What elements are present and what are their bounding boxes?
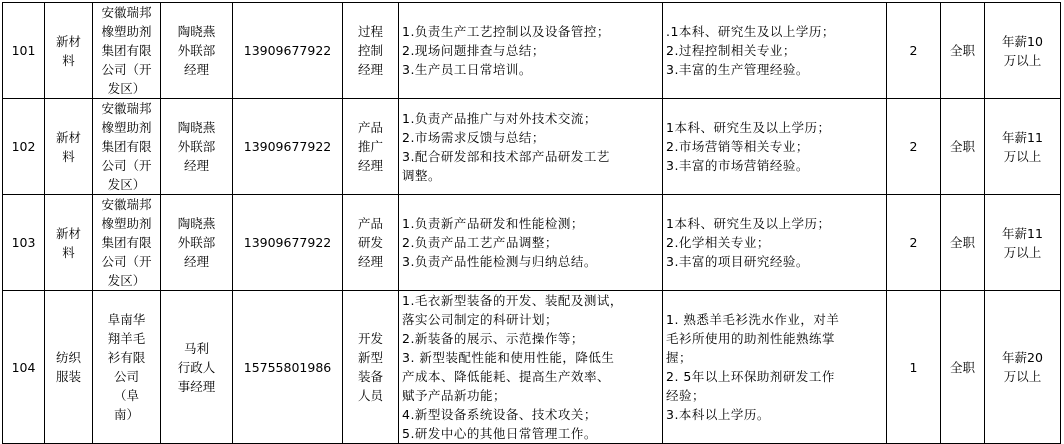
position-cell	[343, 291, 399, 444]
contact-line: 外联部	[177, 139, 216, 154]
company-line: 橡塑助剂	[101, 120, 152, 135]
salary-line: 年薪10	[1002, 33, 1043, 49]
salary-cell	[985, 3, 1061, 99]
headcount: 2	[909, 235, 918, 250]
company-line: 安徽瑞邦	[101, 197, 152, 212]
requirements-cell	[663, 3, 887, 99]
requirement-line: 1本科、研究生及以上学历；	[666, 216, 831, 231]
duty-line: 调整。	[402, 167, 442, 183]
company-line: 橡塑助剂	[101, 216, 152, 231]
duties-cell	[399, 3, 663, 99]
category-cell	[45, 291, 93, 444]
headcount: 2	[909, 139, 918, 154]
position-line: 产品	[357, 216, 383, 231]
contact-cell	[161, 195, 233, 291]
duty-line: 3.负责产品性能检测与归纳总结。	[402, 254, 597, 269]
contact-cell	[161, 291, 233, 444]
requirement-line: 经验；	[666, 388, 706, 403]
contact-line: 马利	[183, 340, 209, 356]
contact-line: 外联部	[177, 235, 216, 250]
category-line: 料	[62, 52, 75, 68]
position-line: 产品	[357, 120, 383, 135]
position-line: 过程	[357, 24, 383, 39]
salary-line: 年薪11	[1002, 129, 1043, 145]
duty-line: 1.负责产品推广与对外技术交流；	[402, 110, 597, 126]
phone-number: 13909677922	[243, 43, 332, 58]
contact-line: 陶晓燕	[177, 24, 216, 39]
headcount-cell	[887, 195, 941, 291]
company-line: （阜	[113, 388, 139, 403]
duty-line: 产成本、降低能耗、提高生产效率、	[402, 369, 611, 384]
contact-line: 陶晓燕	[177, 120, 216, 135]
position-line: 开发	[357, 331, 383, 346]
employment-type-cell	[941, 3, 985, 99]
position-line: 新型	[357, 350, 383, 365]
requirement-line: 3.丰富的生产管理经验。	[666, 62, 809, 77]
requirement-line: 3.丰富的项目研究经验。	[666, 254, 809, 269]
duty-line: 2.负责产品工艺产品调整；	[402, 235, 558, 250]
duty-line: 1.负责生产工艺控制以及设备管控；	[402, 24, 610, 39]
duty-line: 5.研发中心的其他日常管理工作。	[402, 426, 597, 441]
row-number-cell	[3, 291, 45, 444]
company-line: 公司	[113, 369, 139, 384]
category-line: 新材	[55, 225, 81, 241]
position-cell	[343, 3, 399, 99]
duty-line: 3. 新型装配性能和使用性能，降低生	[402, 350, 615, 365]
position-cell	[343, 99, 399, 195]
salary-line: 万以上	[1003, 52, 1042, 68]
employment-type-cell	[941, 99, 985, 195]
requirement-line: 2.过程控制相关专业；	[666, 43, 796, 58]
requirements-cell	[663, 99, 887, 195]
company-line: 公司（开	[101, 62, 152, 77]
duty-line: 2.新装备的展示、示范操作等；	[402, 331, 584, 346]
company-line: 集团有限	[101, 235, 152, 250]
salary-cell	[985, 99, 1061, 195]
employment-type: 全职	[949, 139, 975, 154]
company-line: 发区）	[107, 177, 146, 192]
position-line: 装备	[357, 369, 383, 384]
row-number: 101	[11, 43, 36, 58]
company-line: 发区）	[107, 81, 146, 96]
company-line: 公司（开	[101, 158, 152, 173]
company-line: 衫有限	[107, 350, 146, 365]
company-cell	[93, 291, 161, 444]
phone-number: 15755801986	[243, 359, 332, 375]
salary-line: 年薪20	[1002, 350, 1043, 365]
position-line: 人员	[357, 388, 383, 403]
contact-line: 事经理	[177, 378, 216, 394]
salary-cell	[985, 195, 1061, 291]
position-line: 控制	[357, 43, 383, 58]
company-cell	[93, 3, 161, 99]
table-row	[3, 291, 1061, 444]
category-line: 服装	[55, 369, 81, 384]
requirement-line: 2.化学相关专业；	[666, 235, 770, 250]
duties-cell	[399, 195, 663, 291]
company-line: 发区）	[107, 273, 146, 288]
row-number-cell	[3, 99, 45, 195]
position-cell	[343, 195, 399, 291]
contact-line: 行政人	[177, 359, 216, 375]
table-row	[3, 99, 1061, 195]
requirements-cell	[663, 195, 887, 291]
duty-line: 1.负责新产品研发和性能检测；	[402, 216, 584, 231]
employment-type: 全职	[949, 359, 975, 375]
position-line: 经理	[357, 62, 383, 77]
company-cell	[93, 99, 161, 195]
duty-line: 1.毛衣新型装备的开发、装配及测试，	[402, 293, 623, 308]
position-line: 经理	[357, 158, 383, 173]
headcount-cell	[887, 3, 941, 99]
row-number-cell	[3, 3, 45, 99]
contact-line: 陶晓燕	[177, 216, 216, 231]
phone-number: 13909677922	[243, 139, 332, 154]
category-line: 料	[62, 148, 75, 164]
requirement-line: .1本科、研究生及以上学历；	[666, 24, 835, 39]
position-line: 经理	[357, 254, 383, 269]
employment-type-cell	[941, 195, 985, 291]
employment-type-cell	[941, 291, 985, 444]
employment-type: 全职	[949, 43, 975, 58]
requirements-cell	[663, 291, 887, 444]
position-line: 研发	[357, 235, 383, 250]
requirement-line: 2.市场营销等相关专业；	[666, 139, 809, 154]
requirement-line: 1本科、研究生及以上学历；	[666, 120, 831, 135]
headcount: 2	[909, 43, 918, 58]
duty-line: 3.配合研发部和技术部产品研发工艺	[402, 148, 610, 164]
company-line: 公司（开	[101, 254, 152, 269]
table-row	[3, 195, 1061, 291]
requirement-line: 3.丰富的市场营销经验。	[666, 158, 809, 173]
contact-line: 经理	[183, 254, 209, 269]
contact-cell	[161, 3, 233, 99]
phone-cell	[233, 291, 343, 444]
duty-line: 落实公司制定的科研计划；	[402, 312, 559, 327]
contact-line: 经理	[183, 62, 209, 77]
headcount-cell	[887, 99, 941, 195]
headcount: 1	[909, 359, 918, 375]
requirement-line: 1. 熟悉羊毛衫洗水作业，对羊	[666, 312, 840, 327]
salary-line: 万以上	[1003, 148, 1042, 164]
category-cell	[45, 3, 93, 99]
contact-cell	[161, 99, 233, 195]
duty-line: 3.生产员工日常培训。	[402, 62, 532, 77]
category-cell	[45, 195, 93, 291]
duty-line: 赋予产品新功能；	[402, 388, 507, 403]
category-line: 纺织	[55, 350, 81, 365]
duties-cell	[399, 99, 663, 195]
duty-line: 2.现场问题排查与总结；	[402, 43, 545, 58]
salary-line: 万以上	[1003, 369, 1042, 384]
duty-line: 2.市场需求反馈与总结；	[402, 129, 545, 145]
row-number-cell	[3, 195, 45, 291]
contact-line: 外联部	[177, 43, 216, 58]
company-line: 集团有限	[101, 139, 152, 154]
employment-type: 全职	[949, 235, 975, 250]
job-table	[2, 2, 1061, 444]
company-line: 橡塑助剂	[101, 24, 152, 39]
requirement-line: 2. 5年以上环保助剂研发工作	[666, 369, 835, 384]
category-line: 新材	[55, 129, 81, 145]
phone-number: 13909677922	[243, 235, 332, 250]
headcount-cell	[887, 291, 941, 444]
position-line: 推广	[357, 139, 383, 154]
company-line: 安徽瑞邦	[101, 5, 152, 20]
phone-cell	[233, 195, 343, 291]
row-number: 102	[11, 139, 36, 154]
phone-cell	[233, 3, 343, 99]
row-number: 103	[11, 235, 36, 250]
company-line: 阜南华	[107, 312, 146, 327]
requirement-line: 握；	[666, 350, 693, 365]
category-line: 新材	[55, 33, 81, 49]
table-row	[3, 3, 1061, 99]
duty-line: 4.新型设备系统设备、技术攻关；	[402, 407, 597, 422]
company-cell	[93, 195, 161, 291]
phone-cell	[233, 99, 343, 195]
company-line: 翔羊毛	[107, 331, 146, 346]
requirement-line: 毛衫所使用的助剂性能熟练掌	[666, 331, 836, 346]
company-line: 南）	[113, 407, 139, 422]
salary-line: 年薪11	[1002, 225, 1043, 241]
salary-cell	[985, 291, 1061, 444]
company-line: 安徽瑞邦	[101, 101, 152, 116]
company-line: 集团有限	[101, 43, 152, 58]
category-line: 料	[62, 244, 75, 260]
salary-line: 万以上	[1003, 244, 1042, 260]
row-number: 104	[11, 359, 36, 375]
contact-line: 经理	[183, 158, 209, 173]
category-cell	[45, 99, 93, 195]
duties-cell	[399, 291, 663, 444]
requirement-line: 3.本科以上学历。	[666, 407, 770, 422]
